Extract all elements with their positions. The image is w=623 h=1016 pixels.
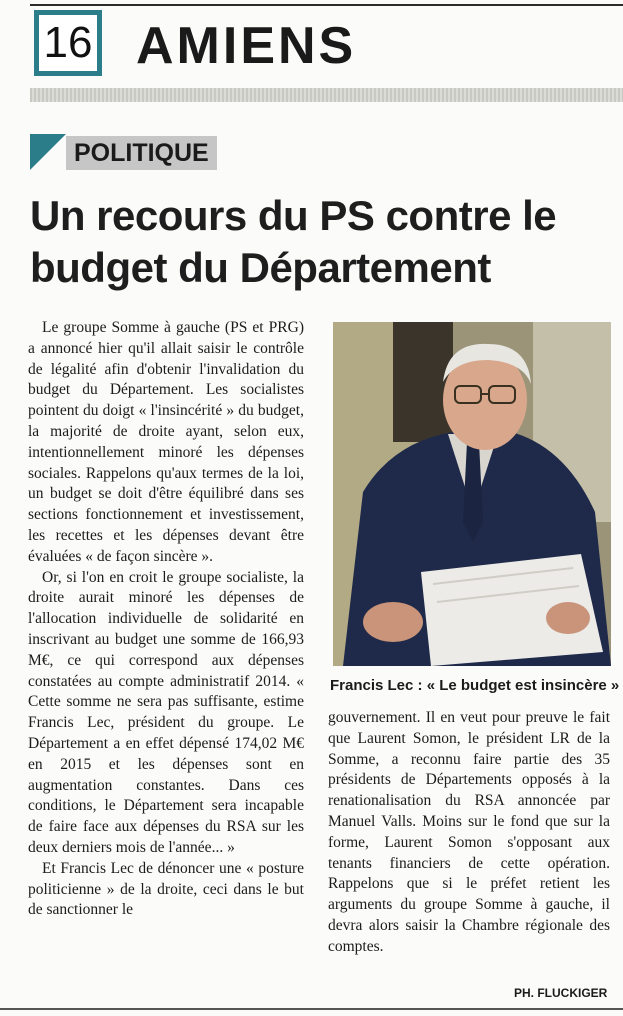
header-band [30,88,623,102]
page-number: 16 [34,10,102,76]
article-headline: Un recours du PS contre le budget du Département [30,192,557,291]
section-label: POLITIQUE [66,136,217,170]
paragraph: gouvernement. Il en veut pour preuve le fait que Laurent Somon, le président LR de la Somme, a reconnu faire partie des 35 présidents de Départements opposés à la renationalisation du RSA annoncée par Manuel Valls. Moins sur le fond que sur la forme, Laurent Somon s'opposant aux tenants financiers de cette opération. Rappelons que si le préfet retient les arguments du groupe Somme à gauche, il devra alors saisir la Chambre régionale des comptes. [328,709,610,955]
bottom-rule [0,1008,623,1010]
top-rule [30,4,623,6]
article-column-2 [328,708,610,958]
article-column-1 [28,318,304,921]
article-photo [333,322,611,666]
paragraph: Et Francis Lec de dénoncer une « posture politicienne » de la droite, ceci dans le but de sanctionner le [28,859,304,919]
paragraph: Or, si l'on en croit le groupe socialiste, la droite aurait minoré les dépenses de l'allocation individuelle de solidarité en inscrivant au budget une somme de 166,93 M€, ce qui correspond aux dépenses constatées au compte administratif 2014. « Cette somme ne sera pas suffisante, estime Francis Lec, président du groupe. Le Département a en effet dépensé 174,02 M€ en 2015 et les dépenses sont en augmentation constantes. Dans ces conditions, le Département sera incapable de faire face aux dépenses du RSA sur les deux derniers mois de l'année... » [28,568,304,856]
paragraph: Le groupe Somme à gauche (PS et PRG) a annoncé hier qu'il allait saisir le contrôle de légalité afin d'obtenir l'invalidation du budget du Département. Les socialistes pointent du doigt « l'insincérité » du budget, la majorité de droite ayant, selon eux, intentionnellement minoré les dépenses sociales. Rappelons qu'aux termes de la loi, un budget se doit d'être équilibré dans ses sections fonctionnement et investissement, les recettes et les dépenses devant être évaluées « de façon sincère ». [28,319,304,565]
photo-caption: Francis Lec : « Le budget est insincère » [330,677,620,694]
city-heading: AMIENS [136,17,357,75]
portrait-image [333,322,611,666]
section-marker-icon [30,134,66,170]
photo-credit: PH. FLUCKIGER [514,986,608,1000]
